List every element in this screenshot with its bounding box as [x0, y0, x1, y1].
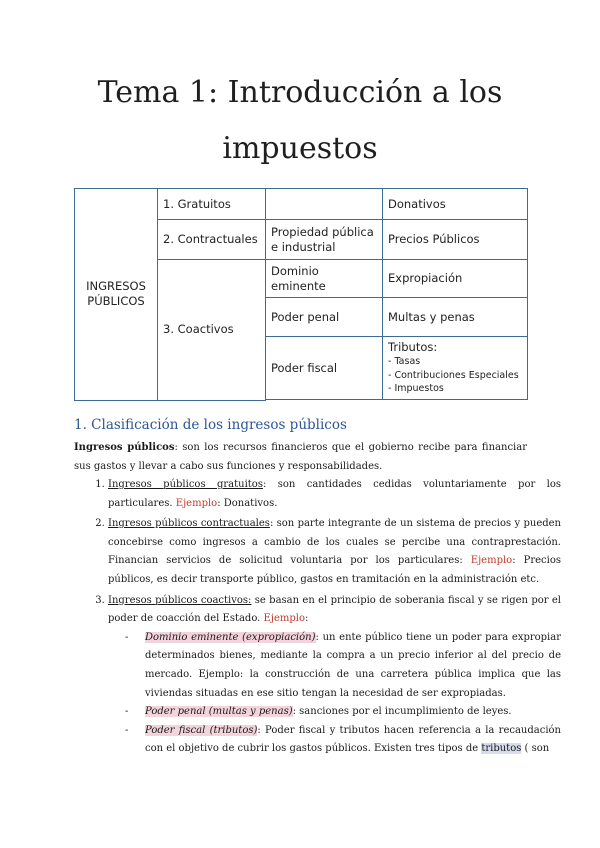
coactivos-sublist [108, 629, 561, 759]
tributos-highlight: tributos [481, 743, 522, 755]
subitem-term: Poder fiscal (tributos) [145, 724, 258, 736]
example-label: Ejemplo [470, 555, 513, 567]
subitem-text: : Poder fiscal y tributos hacen referencia a la recaudación con el objetivo de cubrir los gastos públicos. Existen tres tipos de [145, 724, 561, 755]
classification-list [74, 476, 561, 761]
example-text: : [304, 613, 309, 625]
source-gratuitos [266, 189, 383, 220]
source-dominio: Dominio eminente [266, 260, 383, 298]
page-title-line-1: Tema 1: Introducción a los [97, 75, 503, 110]
result-penal: Multas y penas [383, 298, 528, 337]
subitem-text: : sanciones por el incumplimiento de leyes. [292, 706, 512, 718]
source-contractuales: Propiedad pública e industrial [266, 220, 383, 260]
tributo-item: - Impuestos [388, 383, 444, 395]
list-item [108, 515, 561, 589]
tributo-item: - Contribuciones Especiales [388, 369, 519, 381]
category-gratuitos: 1. Gratuitos [158, 189, 266, 220]
source-fiscal: Poder fiscal [266, 337, 383, 400]
result-gratuitos: Donativos [383, 189, 528, 220]
sublist-item [145, 629, 561, 703]
item-term: Ingresos públicos coactivos: [108, 594, 252, 606]
result-contractuales: Precios Públicos [383, 220, 528, 260]
tributos-label: Tributos: [388, 340, 438, 354]
sublist-item [145, 703, 561, 722]
ingresos-table [74, 188, 528, 401]
list-item [108, 476, 561, 513]
subitem-text: : un ente público tiene un poder para expropiar determinados bienes, mediante la compra a un precio inferior al del precio de mercado. Ejemplo: la construcción de una carretera pública implica que las viviendas situadas en ese sitio tengan la necesidad de ser expropiadas. [145, 631, 562, 699]
subitem-text-after: ( son [521, 743, 550, 755]
category-contractuales: 2. Contractuales [158, 220, 266, 260]
source-penal: Poder penal [266, 298, 383, 337]
result-dominio: Expropiación [383, 260, 528, 298]
result-fiscal [383, 337, 528, 400]
intro-text: : son los recursos financieros que el gobierno recibe para financiar sus gastos y llevar a cabo sus funciones y responsabilidades. [74, 442, 527, 472]
item-text: : son cantidades cedidas voluntariamente por los particulares. [108, 479, 561, 509]
row-header-label: INGRESOS PÚBLICOS [86, 279, 146, 309]
intro-paragraph [74, 438, 527, 476]
list-item [108, 592, 561, 759]
subitem-term: Poder penal (multas y penas) [145, 706, 293, 718]
example-text: : Precios públicos, es decir transporte público, gastos en tramitación en la administración etc. [108, 555, 561, 585]
item-term: Ingresos públicos contractuales [108, 518, 270, 530]
item-text: se basan en el principio de soberania fiscal y se rigen por el poder de coacción del Estado. [108, 594, 562, 625]
example-text: : Donativos. [217, 497, 278, 509]
item-term: Ingresos públicos gratuitos [108, 479, 263, 490]
page-title-line-2: impuestos [222, 131, 378, 166]
section-heading: 1. Clasificación de los ingresos públicos [74, 417, 347, 433]
subitem-term: Dominio eminente (expropiación) [145, 631, 316, 643]
sublist-item [145, 722, 561, 759]
example-label: Ejemplo [263, 613, 305, 625]
tributo-item: - Tasas [388, 355, 421, 367]
item-text: : son parte integrante de un sistema de precios y pueden concebirse como ingresos a cambio de los cuales se percibe una contraprestación. Financian servicios de solicitud voluntaria por los particulares: [108, 518, 561, 567]
intro-term: Ingresos públicos [74, 442, 175, 453]
category-coactivos: 3. Coactivos [158, 260, 266, 401]
row-header-cell [75, 189, 158, 401]
example-label: Ejemplo [175, 497, 218, 509]
